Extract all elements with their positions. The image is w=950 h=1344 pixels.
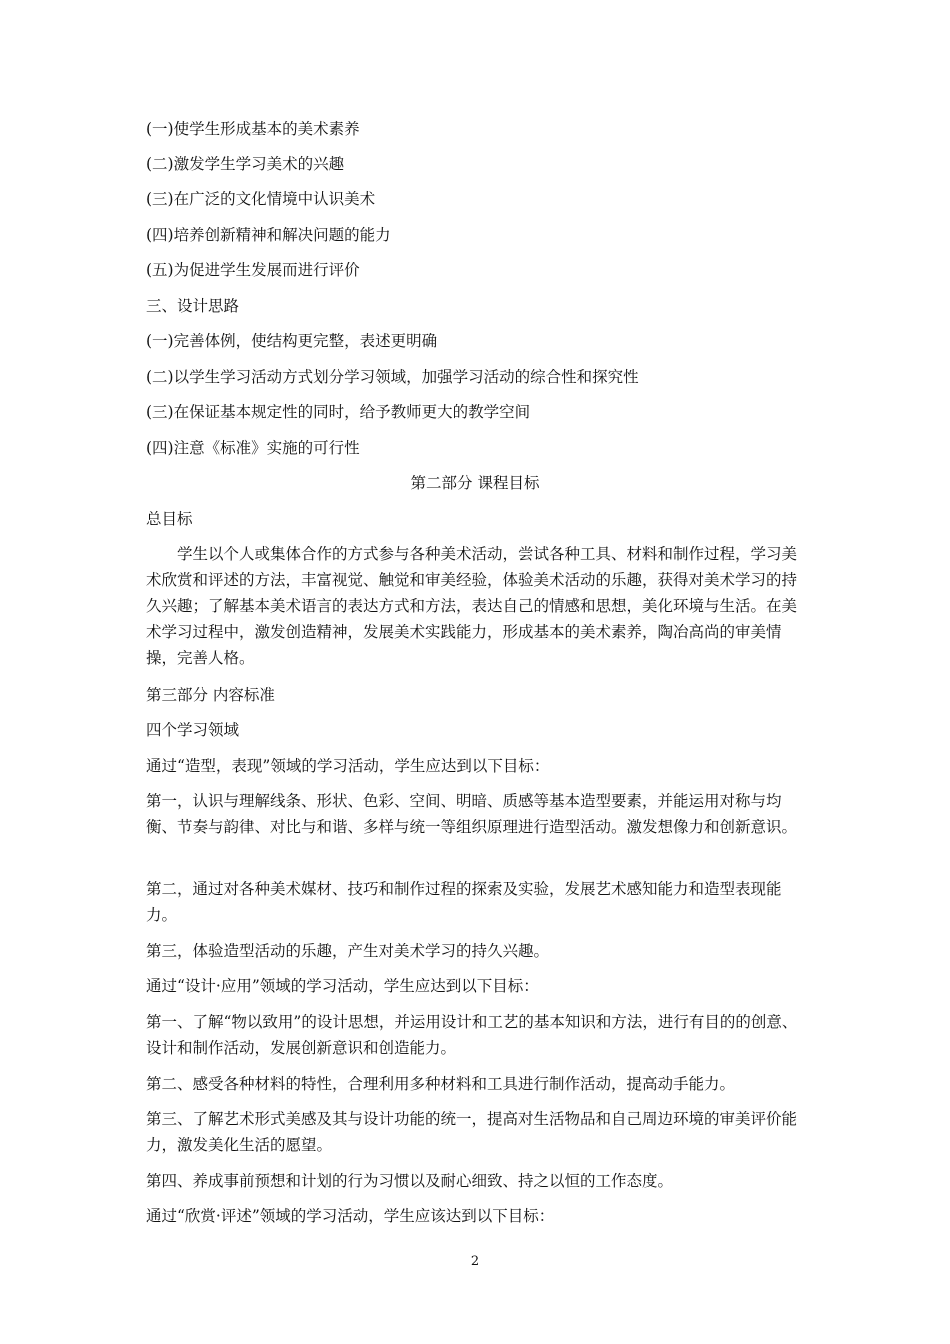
design-goal-1: 第一、了解“物以致用”的设计思想，并运用设计和工艺的基本知识和方法，进行有目的的创意、设计和制作活动，发展创新意识和创造能力。 [146,1013,798,1057]
modeling-goal-2: 第二，通过对各种美术媒材、技巧和制作过程的探索及实验，发展艺术感知能力和造型表现能力。 [146,880,782,924]
design-idea-4: (四)注意《标准》实施的可行性 [146,439,360,457]
overall-goal-paragraph: 学生以个人或集体合作的方式参与各种美术活动，尝试各种工具、材料和制作过程，学习美术欣赏和评述的方法，丰富视觉、触觉和审美经验，体验美术活动的乐趣，获得对美术学习的持久兴趣；了解基本美术语言的表达方式和方法，表达自己的情感和思想，美化环境与生活。在美术学习过程中，激发创造精神，发展美术实践能力，形成基本的美术素养，陶冶高尚的审美情操，完善人格。 [146,545,798,667]
goal-item-1: (一)使学生形成基本的美术素养 [146,120,360,138]
design-idea-1: (一)完善体例，使结构更完整，表述更明确 [146,332,438,350]
design-intro: 通过“设计·应用”领域的学习活动，学生应达到以下目标： [146,977,539,995]
design-idea-3: (三)在保证基本规定性的同时，给予教师更大的教学空间 [146,403,531,421]
design-goal-2: 第二、感受各种材料的特性，合理利用多种材料和工具进行制作活动，提高动手能力。 [146,1075,736,1093]
design-goal-4: 第四、养成事前预想和计划的行为习惯以及耐心细致、持之以恒的工作态度。 [146,1172,674,1190]
part-three-title: 第三部分 内容标准 [146,686,275,704]
design-idea-2: (二)以学生学习活动方式划分学习领域，加强学习活动的综合性和探究性 [146,368,639,386]
goal-item-5: (五)为促进学生发展而进行评价 [146,261,360,279]
page-number: 2 [470,1254,480,1269]
modeling-goal-3: 第三，体验造型活动的乐趣，产生对美术学习的持久兴趣。 [146,942,550,960]
goal-item-2: (二)激发学生学习美术的兴趣 [146,155,345,173]
modeling-goal-1: 第一，认识与理解线条、形状、色彩、空间、明暗、质感等基本造型要素，并能运用对称与均衡、节奏与韵律、对比与和谐、多样与统一等组织原理进行造型活动。激发想像力和创新意识。 [146,792,798,836]
design-goal-3: 第三、了解艺术形式美感及其与设计功能的统一，提高对生活物品和自己周边环境的审美评价能力，激发美化生活的愿望。 [146,1110,798,1154]
part-two-title: 第二部分 课程目标 [410,474,540,492]
modeling-intro: 通过“造型，表现”领域的学习活动，学生应达到以下目标： [146,757,550,775]
overall-goal-heading: 总目标 [146,510,193,528]
section-heading-design-ideas: 三、设计思路 [146,297,240,315]
goal-item-3: (三)在广泛的文化情境中认识美术 [146,190,376,208]
four-domains-heading: 四个学习领域 [146,721,240,739]
goal-item-4: (四)培养创新精神和解决问题的能力 [146,226,391,244]
appreciation-intro: 通过“欣赏·评述”领域的学习活动，学生应该达到以下目标： [146,1207,555,1225]
